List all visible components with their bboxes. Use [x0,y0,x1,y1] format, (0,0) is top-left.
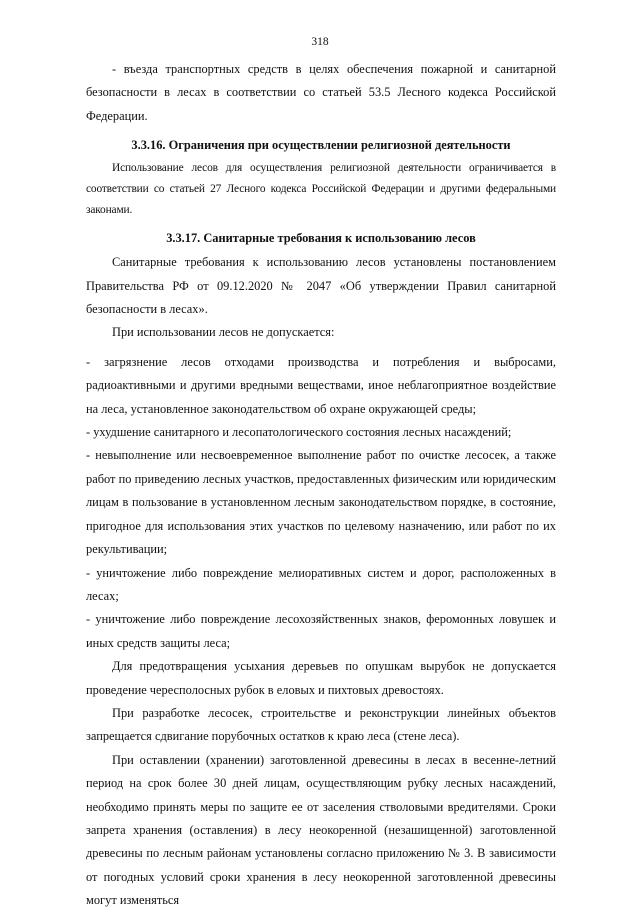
list-item-paragraph: - уничтожение либо повреждение лесохозяйственных знаков, феромонных ловушек и иных средств защиты леса; [86,612,556,650]
list-item-paragraph: - ухудшение санитарного и лесопатологического состояния лесных насаждений; [86,425,512,440]
list-item-paragraph: - невыполнение или несвоевременное выполнение работ по очистке лесосек, а также работ по приведению лесных участков, предоставленных физическим или юридическим лицам в пользование в установленном лесным законодательством порядке, в состояние, пригодное для использования этих участков по целевому назначению, или работ по их рекультивации; [86,448,556,557]
body-paragraph: Санитарные требования к использованию лесов установлены постановлением Правительства РФ от 09.12.2020 № 2047 «Об утверждении Правил санитарной безопасности в лесах». [86,255,556,317]
list-item-paragraph: - загрязнение лесов отходами производства и потребления и выбросами, радиоактивными и другими вредными веществами, иное неблагоприятное воздействие на леса, установленное законодательством об охране окружающей среды; [86,354,556,416]
body-paragraph: При разработке лесосек, строительстве и реконструкции линейных объектов запрещается сдвигание порубочных остатков к краю леса (стене леса). [86,705,556,744]
page-number: 318 [311,36,329,48]
section-heading: 3.3.17. Санитарные требования к использованию лесов [166,231,476,246]
section-heading: 3.3.16. Ограничения при осуществлении религиозной деятельности [131,138,511,153]
list-item-paragraph: - уничтожение либо повреждение мелиоративных систем и дорог, расположенных в лесах; [86,565,556,603]
body-paragraph: При оставлении (хранении) заготовленной древесины в лесах в весенне-летний период на срок более 30 дней лицам, осуществляющим рубку лесных насаждений, необходимо принять меры по защите ее от заселения стволовыми вредителями. Сроки запрета хранения (оставления) в лесу неокоренной (незашищенной) заготовленной древесины по лесным районам установлены согласно приложению № 3. В зависимости от погодных условий сроки хранения в лесу неокоренной заготовленной древесины могут изменяться [86,752,556,908]
body-paragraph: При использовании лесов не допускается: [112,325,335,340]
body-paragraph: Использование лесов для осуществления религиозной деятельности ограничивается в соответствии со статьей 27 Лесного кодекса Российской Федерации и другими федеральными законами. [86,162,556,217]
body-paragraph: Для предотвращения усыхания деревьев по опушкам вырубок не допускается проведение чересполосных рубок в еловых и пихтовых древостоях. [86,659,556,697]
body-paragraph: - въезда транспортных средств в целях обеспечения пожарной и санитарной безопасности в лесах в соответствии со статьей 53.5 Лесного кодекса Российской Федерации. [86,62,556,123]
document-body [86,58,556,913]
